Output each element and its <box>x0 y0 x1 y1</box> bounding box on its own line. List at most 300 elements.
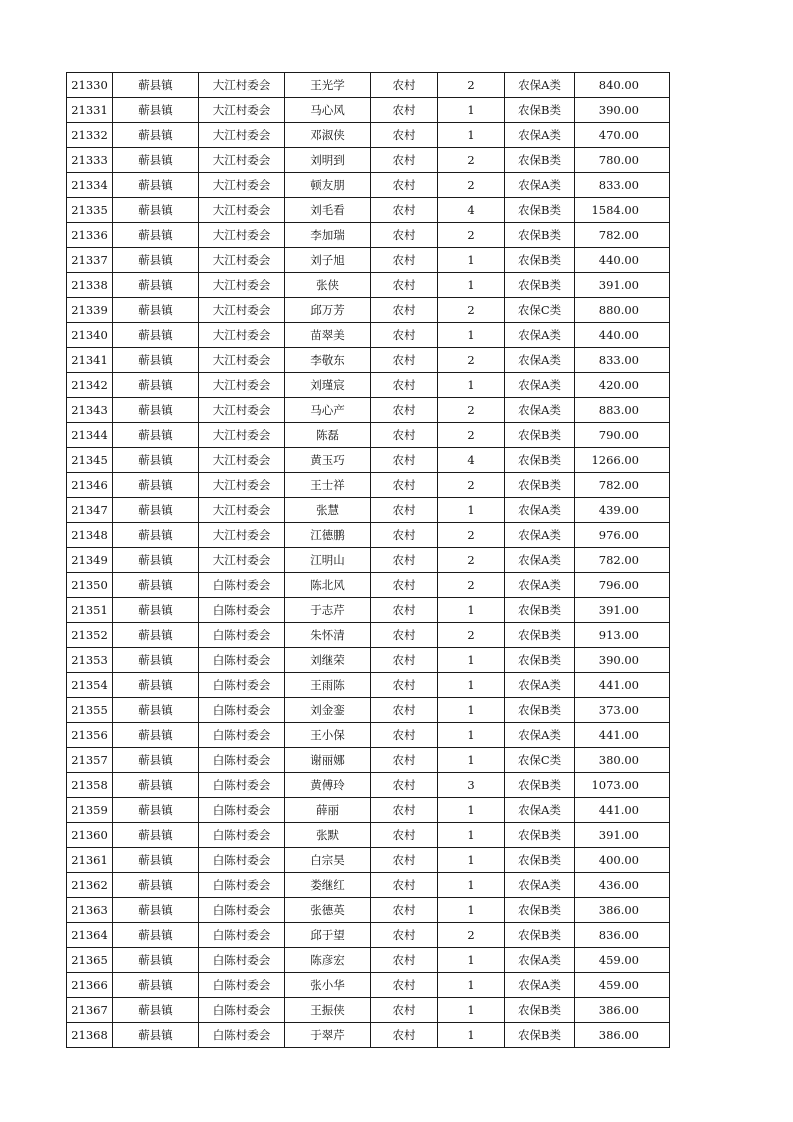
name-cell: 马心风 <box>285 98 371 123</box>
name-cell: 刘子旭 <box>285 248 371 273</box>
record-id-cell: 21362 <box>67 873 113 898</box>
village-cell: 白陈村委会 <box>199 748 285 773</box>
record-id-cell: 21353 <box>67 648 113 673</box>
household-type-cell: 农村 <box>371 198 438 223</box>
record-id-cell: 21332 <box>67 123 113 148</box>
table-row <box>67 523 670 548</box>
people-count-cell: 1 <box>438 698 505 723</box>
people-count-cell: 2 <box>438 348 505 373</box>
table-row <box>67 573 670 598</box>
table-row <box>67 498 670 523</box>
record-id-cell: 21331 <box>67 98 113 123</box>
record-id-cell: 21338 <box>67 273 113 298</box>
household-type-cell: 农村 <box>371 548 438 573</box>
table-row <box>67 848 670 873</box>
record-id-cell: 21366 <box>67 973 113 998</box>
table-row <box>67 773 670 798</box>
people-count-cell: 2 <box>438 73 505 98</box>
insurance-category-cell: 农保B类 <box>505 923 575 948</box>
name-cell: 江德鹏 <box>285 523 371 548</box>
village-cell: 白陈村委会 <box>199 923 285 948</box>
name-cell: 谢丽娜 <box>285 748 371 773</box>
people-count-cell: 2 <box>438 573 505 598</box>
town-cell: 蕲县镇 <box>113 373 199 398</box>
name-cell: 薛丽 <box>285 798 371 823</box>
town-cell: 蕲县镇 <box>113 173 199 198</box>
table-row <box>67 698 670 723</box>
household-type-cell: 农村 <box>371 148 438 173</box>
table-row <box>67 323 670 348</box>
table-row <box>67 623 670 648</box>
insurance-category-cell: 农保A类 <box>505 73 575 98</box>
record-id-cell: 21368 <box>67 1023 113 1048</box>
village-cell: 白陈村委会 <box>199 998 285 1023</box>
household-type-cell: 农村 <box>371 723 438 748</box>
table-row <box>67 923 670 948</box>
town-cell: 蕲县镇 <box>113 198 199 223</box>
record-id-cell: 21333 <box>67 148 113 173</box>
people-count-cell: 1 <box>438 498 505 523</box>
people-count-cell: 2 <box>438 623 505 648</box>
household-type-cell: 农村 <box>371 648 438 673</box>
village-cell: 大江村委会 <box>199 123 285 148</box>
insurance-category-cell: 农保C类 <box>505 298 575 323</box>
amount-cell: 782.00 <box>575 473 670 498</box>
record-id-cell: 21334 <box>67 173 113 198</box>
table-row <box>67 448 670 473</box>
town-cell: 蕲县镇 <box>113 523 199 548</box>
household-type-cell: 农村 <box>371 73 438 98</box>
record-id-cell: 21351 <box>67 598 113 623</box>
table-row <box>67 73 670 98</box>
household-type-cell: 农村 <box>371 298 438 323</box>
people-count-cell: 4 <box>438 198 505 223</box>
household-type-cell: 农村 <box>371 823 438 848</box>
name-cell: 李加瑞 <box>285 223 371 248</box>
household-type-cell: 农村 <box>371 473 438 498</box>
table-row <box>67 823 670 848</box>
village-cell: 白陈村委会 <box>199 973 285 998</box>
name-cell: 刘毛看 <box>285 198 371 223</box>
table-row <box>67 123 670 148</box>
insurance-category-cell: 农保B类 <box>505 598 575 623</box>
table-row <box>67 98 670 123</box>
people-count-cell: 2 <box>438 523 505 548</box>
amount-cell: 390.00 <box>575 98 670 123</box>
people-count-cell: 2 <box>438 148 505 173</box>
people-count-cell: 1 <box>438 598 505 623</box>
household-type-cell: 农村 <box>371 573 438 598</box>
town-cell: 蕲县镇 <box>113 123 199 148</box>
record-id-cell: 21352 <box>67 623 113 648</box>
household-type-cell: 农村 <box>371 498 438 523</box>
village-cell: 白陈村委会 <box>199 1023 285 1048</box>
village-cell: 白陈村委会 <box>199 698 285 723</box>
record-id-cell: 21346 <box>67 473 113 498</box>
town-cell: 蕲县镇 <box>113 898 199 923</box>
record-id-cell: 21344 <box>67 423 113 448</box>
household-type-cell: 农村 <box>371 173 438 198</box>
insurance-category-cell: 农保A类 <box>505 873 575 898</box>
household-type-cell: 农村 <box>371 273 438 298</box>
name-cell: 张慧 <box>285 498 371 523</box>
name-cell: 王士祥 <box>285 473 371 498</box>
table-row <box>67 348 670 373</box>
amount-cell: 439.00 <box>575 498 670 523</box>
insurance-category-cell: 农保B类 <box>505 698 575 723</box>
amount-cell: 470.00 <box>575 123 670 148</box>
table-row <box>67 723 670 748</box>
name-cell: 陈彦宏 <box>285 948 371 973</box>
people-count-cell: 2 <box>438 173 505 198</box>
amount-cell: 380.00 <box>575 748 670 773</box>
village-cell: 大江村委会 <box>199 73 285 98</box>
amount-cell: 833.00 <box>575 173 670 198</box>
name-cell: 刘瑾宸 <box>285 373 371 398</box>
insurance-category-cell: 农保A类 <box>505 523 575 548</box>
amount-cell: 833.00 <box>575 348 670 373</box>
name-cell: 张小华 <box>285 973 371 998</box>
amount-cell: 780.00 <box>575 148 670 173</box>
name-cell: 于翠芹 <box>285 1023 371 1048</box>
record-id-cell: 21336 <box>67 223 113 248</box>
household-type-cell: 农村 <box>371 973 438 998</box>
record-id-cell: 21335 <box>67 198 113 223</box>
town-cell: 蕲县镇 <box>113 698 199 723</box>
insurance-category-cell: 农保B类 <box>505 448 575 473</box>
name-cell: 娄继红 <box>285 873 371 898</box>
village-cell: 白陈村委会 <box>199 573 285 598</box>
household-type-cell: 农村 <box>371 373 438 398</box>
insurance-category-cell: 农保B类 <box>505 848 575 873</box>
town-cell: 蕲县镇 <box>113 848 199 873</box>
household-type-cell: 农村 <box>371 223 438 248</box>
people-count-cell: 1 <box>438 748 505 773</box>
people-count-cell: 1 <box>438 248 505 273</box>
insurance-category-cell: 农保A类 <box>505 548 575 573</box>
amount-cell: 386.00 <box>575 1023 670 1048</box>
amount-cell: 400.00 <box>575 848 670 873</box>
village-cell: 大江村委会 <box>199 523 285 548</box>
amount-cell: 440.00 <box>575 248 670 273</box>
record-id-cell: 21364 <box>67 923 113 948</box>
name-cell: 陈北风 <box>285 573 371 598</box>
village-cell: 大江村委会 <box>199 348 285 373</box>
record-id-cell: 21330 <box>67 73 113 98</box>
town-cell: 蕲县镇 <box>113 248 199 273</box>
table-row <box>67 1023 670 1048</box>
town-cell: 蕲县镇 <box>113 998 199 1023</box>
table-row <box>67 898 670 923</box>
village-cell: 大江村委会 <box>199 548 285 573</box>
insurance-category-cell: 农保A类 <box>505 123 575 148</box>
village-cell: 白陈村委会 <box>199 673 285 698</box>
town-cell: 蕲县镇 <box>113 798 199 823</box>
record-id-cell: 21358 <box>67 773 113 798</box>
people-count-cell: 2 <box>438 223 505 248</box>
people-count-cell: 1 <box>438 873 505 898</box>
table-row <box>67 548 670 573</box>
village-cell: 大江村委会 <box>199 223 285 248</box>
household-type-cell: 农村 <box>371 348 438 373</box>
people-count-cell: 1 <box>438 973 505 998</box>
record-id-cell: 21345 <box>67 448 113 473</box>
insurance-category-cell: 农保B类 <box>505 898 575 923</box>
record-id-cell: 21342 <box>67 373 113 398</box>
amount-cell: 836.00 <box>575 923 670 948</box>
household-type-cell: 农村 <box>371 898 438 923</box>
people-count-cell: 1 <box>438 98 505 123</box>
amount-cell: 459.00 <box>575 973 670 998</box>
people-count-cell: 1 <box>438 723 505 748</box>
record-id-cell: 21337 <box>67 248 113 273</box>
table-row <box>67 998 670 1023</box>
table-row <box>67 148 670 173</box>
people-count-cell: 2 <box>438 298 505 323</box>
household-type-cell: 农村 <box>371 1023 438 1048</box>
name-cell: 邱万芳 <box>285 298 371 323</box>
insurance-category-cell: 农保B类 <box>505 148 575 173</box>
household-type-cell: 农村 <box>371 873 438 898</box>
record-table-body <box>67 73 670 1048</box>
household-type-cell: 农村 <box>371 623 438 648</box>
insurance-category-cell: 农保B类 <box>505 823 575 848</box>
insurance-category-cell: 农保A类 <box>505 348 575 373</box>
people-count-cell: 1 <box>438 898 505 923</box>
record-id-cell: 21359 <box>67 798 113 823</box>
town-cell: 蕲县镇 <box>113 573 199 598</box>
household-type-cell: 农村 <box>371 998 438 1023</box>
table-row <box>67 798 670 823</box>
record-id-cell: 21340 <box>67 323 113 348</box>
record-id-cell: 21348 <box>67 523 113 548</box>
record-id-cell: 21350 <box>67 573 113 598</box>
village-cell: 白陈村委会 <box>199 723 285 748</box>
village-cell: 大江村委会 <box>199 273 285 298</box>
village-cell: 白陈村委会 <box>199 898 285 923</box>
town-cell: 蕲县镇 <box>113 473 199 498</box>
village-cell: 大江村委会 <box>199 323 285 348</box>
town-cell: 蕲县镇 <box>113 148 199 173</box>
name-cell: 黄玉巧 <box>285 448 371 473</box>
town-cell: 蕲县镇 <box>113 448 199 473</box>
table-row <box>67 748 670 773</box>
insurance-category-cell: 农保B类 <box>505 1023 575 1048</box>
name-cell: 王小保 <box>285 723 371 748</box>
village-cell: 白陈村委会 <box>199 648 285 673</box>
town-cell: 蕲县镇 <box>113 873 199 898</box>
household-type-cell: 农村 <box>371 948 438 973</box>
table-row <box>67 398 670 423</box>
household-type-cell: 农村 <box>371 923 438 948</box>
people-count-cell: 2 <box>438 473 505 498</box>
name-cell: 苗翠美 <box>285 323 371 348</box>
people-count-cell: 2 <box>438 398 505 423</box>
name-cell: 邱于望 <box>285 923 371 948</box>
record-id-cell: 21341 <box>67 348 113 373</box>
town-cell: 蕲县镇 <box>113 98 199 123</box>
amount-cell: 440.00 <box>575 323 670 348</box>
table-row <box>67 173 670 198</box>
name-cell: 陈磊 <box>285 423 371 448</box>
town-cell: 蕲县镇 <box>113 273 199 298</box>
amount-cell: 391.00 <box>575 598 670 623</box>
name-cell: 张侠 <box>285 273 371 298</box>
amount-cell: 913.00 <box>575 623 670 648</box>
insurance-category-cell: 农保C类 <box>505 748 575 773</box>
record-id-cell: 21361 <box>67 848 113 873</box>
household-type-cell: 农村 <box>371 423 438 448</box>
amount-cell: 1266.00 <box>575 448 670 473</box>
village-cell: 白陈村委会 <box>199 598 285 623</box>
people-count-cell: 1 <box>438 373 505 398</box>
table-row <box>67 223 670 248</box>
name-cell: 白宗昊 <box>285 848 371 873</box>
amount-cell: 441.00 <box>575 798 670 823</box>
table-row <box>67 423 670 448</box>
insurance-category-cell: 农保A类 <box>505 798 575 823</box>
people-count-cell: 1 <box>438 998 505 1023</box>
people-count-cell: 1 <box>438 798 505 823</box>
table-row <box>67 648 670 673</box>
amount-cell: 441.00 <box>575 673 670 698</box>
name-cell: 王振侠 <box>285 998 371 1023</box>
household-type-cell: 农村 <box>371 748 438 773</box>
record-id-cell: 21355 <box>67 698 113 723</box>
record-id-cell: 21367 <box>67 998 113 1023</box>
village-cell: 白陈村委会 <box>199 623 285 648</box>
record-id-cell: 21365 <box>67 948 113 973</box>
insurance-category-cell: 农保B类 <box>505 773 575 798</box>
insurance-category-cell: 农保A类 <box>505 373 575 398</box>
household-type-cell: 农村 <box>371 448 438 473</box>
record-id-cell: 21343 <box>67 398 113 423</box>
people-count-cell: 1 <box>438 648 505 673</box>
amount-cell: 840.00 <box>575 73 670 98</box>
town-cell: 蕲县镇 <box>113 973 199 998</box>
town-cell: 蕲县镇 <box>113 323 199 348</box>
table-row <box>67 873 670 898</box>
village-cell: 白陈村委会 <box>199 773 285 798</box>
insurance-category-cell: 农保A类 <box>505 573 575 598</box>
household-type-cell: 农村 <box>371 798 438 823</box>
household-type-cell: 农村 <box>371 673 438 698</box>
insurance-category-cell: 农保B类 <box>505 223 575 248</box>
amount-cell: 880.00 <box>575 298 670 323</box>
amount-cell: 796.00 <box>575 573 670 598</box>
insurance-category-cell: 农保B类 <box>505 998 575 1023</box>
table-row <box>67 248 670 273</box>
household-type-cell: 农村 <box>371 123 438 148</box>
amount-cell: 373.00 <box>575 698 670 723</box>
people-count-cell: 1 <box>438 848 505 873</box>
table-row <box>67 273 670 298</box>
town-cell: 蕲县镇 <box>113 823 199 848</box>
town-cell: 蕲县镇 <box>113 623 199 648</box>
table-row <box>67 298 670 323</box>
people-count-cell: 2 <box>438 423 505 448</box>
town-cell: 蕲县镇 <box>113 548 199 573</box>
insurance-category-cell: 农保B类 <box>505 423 575 448</box>
name-cell: 邓淑侠 <box>285 123 371 148</box>
record-id-cell: 21349 <box>67 548 113 573</box>
name-cell: 王光学 <box>285 73 371 98</box>
amount-cell: 441.00 <box>575 723 670 748</box>
people-count-cell: 1 <box>438 673 505 698</box>
record-table <box>66 72 670 1048</box>
insurance-category-cell: 农保A类 <box>505 173 575 198</box>
table-row <box>67 598 670 623</box>
insurance-category-cell: 农保A类 <box>505 948 575 973</box>
town-cell: 蕲县镇 <box>113 348 199 373</box>
people-count-cell: 1 <box>438 1023 505 1048</box>
household-type-cell: 农村 <box>371 848 438 873</box>
town-cell: 蕲县镇 <box>113 748 199 773</box>
people-count-cell: 2 <box>438 923 505 948</box>
village-cell: 大江村委会 <box>199 423 285 448</box>
table-row <box>67 373 670 398</box>
table-row <box>67 973 670 998</box>
name-cell: 王雨陈 <box>285 673 371 698</box>
village-cell: 大江村委会 <box>199 498 285 523</box>
insurance-category-cell: 农保A类 <box>505 723 575 748</box>
town-cell: 蕲县镇 <box>113 648 199 673</box>
insurance-category-cell: 农保A类 <box>505 973 575 998</box>
amount-cell: 391.00 <box>575 823 670 848</box>
town-cell: 蕲县镇 <box>113 298 199 323</box>
table-row <box>67 948 670 973</box>
household-type-cell: 农村 <box>371 523 438 548</box>
insurance-category-cell: 农保B类 <box>505 248 575 273</box>
household-type-cell: 农村 <box>371 698 438 723</box>
name-cell: 朱怀清 <box>285 623 371 648</box>
town-cell: 蕲县镇 <box>113 673 199 698</box>
name-cell: 江明山 <box>285 548 371 573</box>
insurance-category-cell: 农保A类 <box>505 398 575 423</box>
amount-cell: 390.00 <box>575 648 670 673</box>
people-count-cell: 4 <box>438 448 505 473</box>
name-cell: 马心产 <box>285 398 371 423</box>
village-cell: 白陈村委会 <box>199 873 285 898</box>
town-cell: 蕲县镇 <box>113 598 199 623</box>
household-type-cell: 农村 <box>371 773 438 798</box>
record-id-cell: 21347 <box>67 498 113 523</box>
village-cell: 白陈村委会 <box>199 848 285 873</box>
town-cell: 蕲县镇 <box>113 423 199 448</box>
amount-cell: 386.00 <box>575 998 670 1023</box>
record-id-cell: 21357 <box>67 748 113 773</box>
town-cell: 蕲县镇 <box>113 923 199 948</box>
name-cell: 于志芹 <box>285 598 371 623</box>
record-id-cell: 21363 <box>67 898 113 923</box>
name-cell: 张德英 <box>285 898 371 923</box>
village-cell: 大江村委会 <box>199 473 285 498</box>
name-cell: 张默 <box>285 823 371 848</box>
amount-cell: 1584.00 <box>575 198 670 223</box>
insurance-category-cell: 农保B类 <box>505 648 575 673</box>
amount-cell: 1073.00 <box>575 773 670 798</box>
table-row <box>67 673 670 698</box>
town-cell: 蕲县镇 <box>113 948 199 973</box>
amount-cell: 459.00 <box>575 948 670 973</box>
people-count-cell: 1 <box>438 273 505 298</box>
table-row <box>67 473 670 498</box>
insurance-category-cell: 农保B类 <box>505 473 575 498</box>
village-cell: 大江村委会 <box>199 248 285 273</box>
people-count-cell: 1 <box>438 323 505 348</box>
people-count-cell: 1 <box>438 948 505 973</box>
village-cell: 大江村委会 <box>199 173 285 198</box>
